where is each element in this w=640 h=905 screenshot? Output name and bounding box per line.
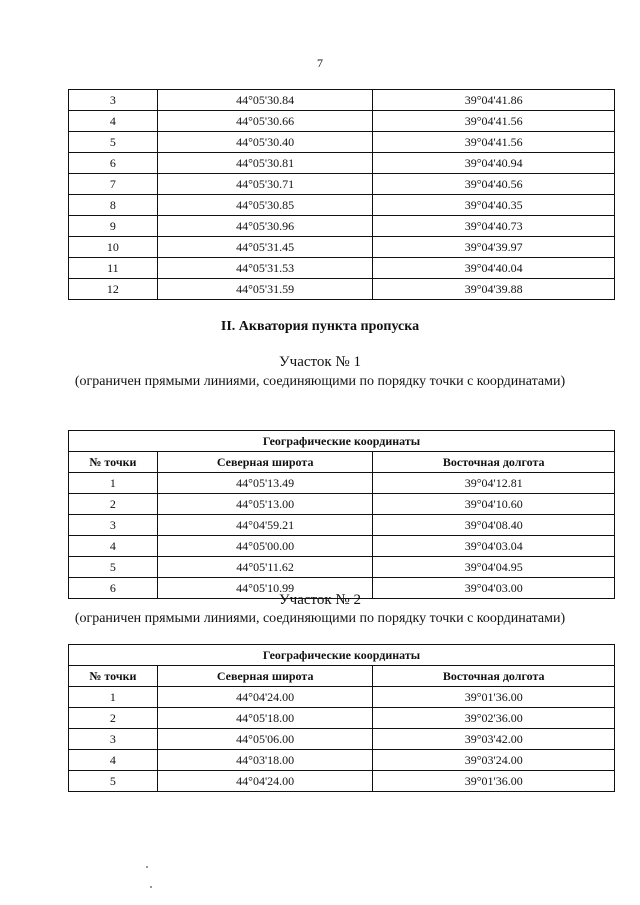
longitude-cell: 39°04'39.97: [373, 237, 615, 258]
column-header-point-number: № точки: [69, 666, 158, 687]
table-row: [69, 473, 615, 494]
point-number-cell: 12: [69, 279, 158, 300]
column-header-longitude: Восточная долгота: [373, 666, 615, 687]
table-row: [69, 279, 615, 300]
point-number-cell: 10: [69, 237, 158, 258]
latitude-cell: 44°04'59.21: [157, 515, 373, 536]
longitude-cell: 39°03'24.00: [373, 750, 615, 771]
zone-2-title: Участок № 2: [279, 592, 361, 608]
point-number-cell: 9: [69, 216, 158, 237]
zone-1-description: (ограничен прямыми линиями, соединяющими по порядку точки с координатами): [74, 374, 566, 389]
latitude-cell: 44°05'31.59: [157, 279, 373, 300]
longitude-cell: 39°04'41.86: [373, 90, 615, 111]
point-number-cell: 6: [69, 578, 158, 599]
longitude-cell: 39°04'08.40: [373, 515, 615, 536]
longitude-cell: 39°01'36.00: [373, 687, 615, 708]
longitude-cell: 39°04'04.95: [373, 557, 615, 578]
column-header-row: [69, 452, 615, 473]
zone-1-title: Участок № 1: [279, 354, 361, 370]
point-number-cell: 7: [69, 174, 158, 195]
longitude-cell: 39°02'36.00: [373, 708, 615, 729]
point-number-cell: 11: [69, 258, 158, 279]
table-row: [69, 174, 615, 195]
page-number: 7: [317, 56, 323, 70]
latitude-cell: 44°04'24.00: [157, 771, 373, 792]
point-number-cell: 3: [69, 515, 158, 536]
longitude-cell: 39°04'40.35: [373, 195, 615, 216]
table-row: [69, 494, 615, 515]
longitude-cell: 39°04'40.94: [373, 153, 615, 174]
longitude-cell: 39°04'40.56: [373, 174, 615, 195]
column-header-point-number: № точки: [69, 452, 158, 473]
latitude-cell: 44°05'30.66: [157, 111, 373, 132]
column-header-row: [69, 666, 615, 687]
table-row: [69, 195, 615, 216]
longitude-cell: 39°03'42.00: [373, 729, 615, 750]
longitude-cell: 39°04'03.00: [373, 578, 615, 599]
longitude-cell: 39°04'41.56: [373, 111, 615, 132]
longitude-cell: 39°04'41.56: [373, 132, 615, 153]
latitude-cell: 44°05'11.62: [157, 557, 373, 578]
point-number-cell: 2: [69, 494, 158, 515]
point-number-cell: 8: [69, 195, 158, 216]
latitude-cell: 44°05'30.84: [157, 90, 373, 111]
point-number-cell: 5: [69, 771, 158, 792]
point-number-cell: 3: [69, 729, 158, 750]
point-number-cell: 5: [69, 557, 158, 578]
longitude-cell: 39°04'03.04: [373, 536, 615, 557]
table-row: [69, 515, 615, 536]
point-number-cell: 6: [69, 153, 158, 174]
zone-2-coordinates-table: [68, 644, 615, 792]
latitude-cell: 44°05'31.53: [157, 258, 373, 279]
latitude-cell: 44°05'30.71: [157, 174, 373, 195]
column-header-longitude: Восточная долгота: [373, 452, 615, 473]
table-row: [69, 687, 615, 708]
latitude-cell: 44°05'13.49: [157, 473, 373, 494]
latitude-cell: 44°04'24.00: [157, 687, 373, 708]
group-header: Географические координаты: [69, 431, 615, 452]
latitude-cell: 44°05'31.45: [157, 237, 373, 258]
latitude-cell: 44°05'30.81: [157, 153, 373, 174]
table-row: [69, 216, 615, 237]
table-row: [69, 708, 615, 729]
point-number-cell: 5: [69, 132, 158, 153]
point-number-cell: 4: [69, 536, 158, 557]
scan-speck: [146, 866, 148, 868]
latitude-cell: 44°05'30.40: [157, 132, 373, 153]
point-number-cell: 4: [69, 750, 158, 771]
table-row: [69, 132, 615, 153]
group-header-row: [69, 431, 615, 452]
point-number-cell: 1: [69, 687, 158, 708]
table-row: [69, 258, 615, 279]
column-header-latitude: Северная широта: [157, 666, 373, 687]
point-number-cell: 3: [69, 90, 158, 111]
table-row: [69, 729, 615, 750]
latitude-cell: 44°05'18.00: [157, 708, 373, 729]
latitude-cell: 44°05'30.85: [157, 195, 373, 216]
zone-1-coordinates-table: [68, 430, 615, 599]
zone-2-description: (ограничен прямыми линиями, соединяющими по порядку точки с координатами): [74, 611, 566, 626]
table-row: [69, 750, 615, 771]
table-row: [69, 237, 615, 258]
group-header-row: [69, 645, 615, 666]
table-row: [69, 557, 615, 578]
point-number-cell: 2: [69, 708, 158, 729]
latitude-cell: 44°05'00.00: [157, 536, 373, 557]
point-number-cell: 1: [69, 473, 158, 494]
longitude-cell: 39°04'40.73: [373, 216, 615, 237]
longitude-cell: 39°01'36.00: [373, 771, 615, 792]
group-header: Географические координаты: [69, 645, 615, 666]
table-row: [69, 111, 615, 132]
latitude-cell: 44°05'10.99: [157, 578, 373, 599]
scan-speck: [150, 886, 152, 888]
longitude-cell: 39°04'39.88: [373, 279, 615, 300]
latitude-cell: 44°05'06.00: [157, 729, 373, 750]
longitude-cell: 39°04'12.81: [373, 473, 615, 494]
longitude-cell: 39°04'40.04: [373, 258, 615, 279]
latitude-cell: 44°03'18.00: [157, 750, 373, 771]
point-number-cell: 4: [69, 111, 158, 132]
table-row: [69, 90, 615, 111]
longitude-cell: 39°04'10.60: [373, 494, 615, 515]
table-row: [69, 771, 615, 792]
section-heading: II. Акватория пункта пропуска: [220, 319, 420, 334]
latitude-cell: 44°05'13.00: [157, 494, 373, 515]
continuation-coordinates-table: [68, 89, 615, 300]
column-header-latitude: Северная широта: [157, 452, 373, 473]
latitude-cell: 44°05'30.96: [157, 216, 373, 237]
table-row: [69, 153, 615, 174]
table-row: [69, 536, 615, 557]
